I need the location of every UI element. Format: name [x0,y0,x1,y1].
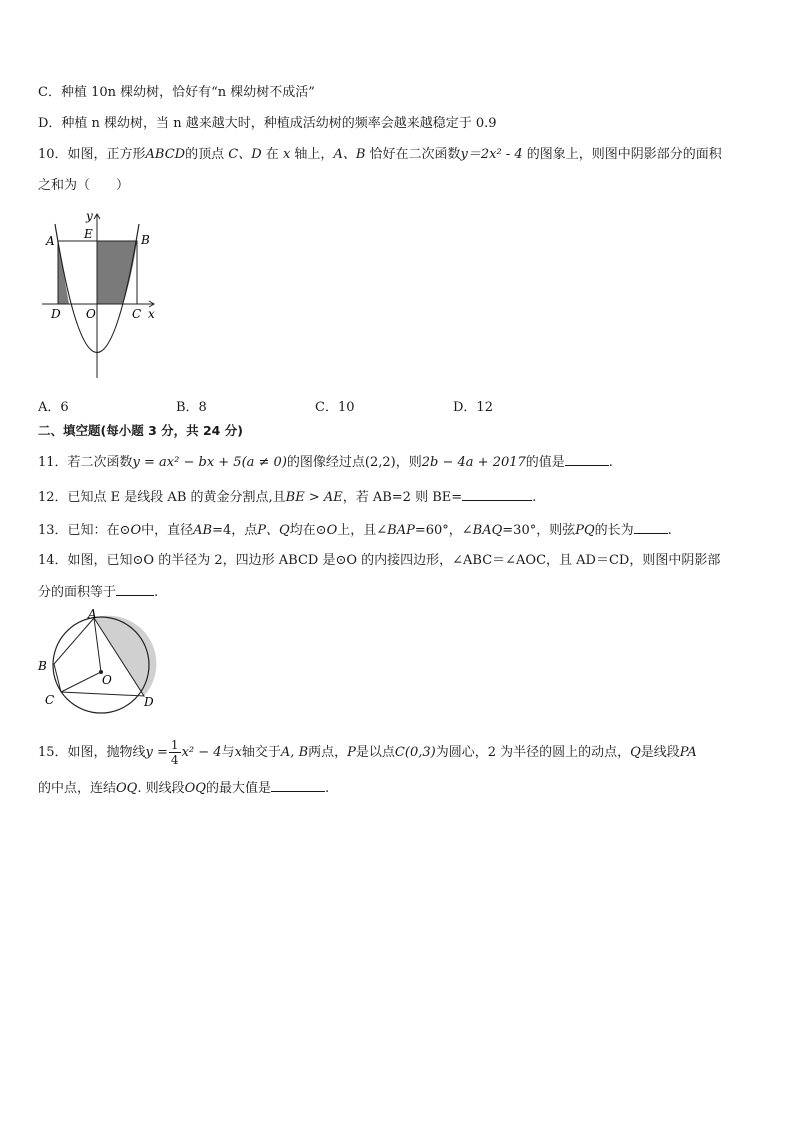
q14-label-d: D [144,695,154,709]
q14-text: 分的面积等于 [38,585,117,600]
q13-period: . [667,523,672,538]
q14-label-o: O [102,673,112,687]
q15-text: 15．如图，抛物线 [38,745,146,760]
q14-radii [61,618,101,692]
q12-answer-blank[interactable] [462,488,532,501]
q14-label-c: C [45,693,55,707]
q11-answer-blank[interactable] [565,453,609,466]
q13-circle-o: O [326,523,338,538]
question-14-line1: 14．如图，已知⊙O 的半径为 2，四边形 ABCD 是⊙O 的内接四边形，∠ABC＝∠AOC，且 AD＝CD，则图中阴影部 [38,553,721,568]
question-15-line1 [38,738,697,768]
question-10-line2: 之和为（ ） [38,178,130,193]
q15-text: 的最大值是 [205,781,271,796]
q10-x: x [282,147,291,162]
q13-text: 均在⊙ [289,523,327,538]
q15-center-c: C(0,3) [394,745,436,760]
q15-text: 的中点，连结 [38,781,117,796]
q15-text: 是线段 [640,745,680,760]
q12-text: ，若 AB=2 则 BE= [342,490,463,505]
section-title: 二、填空题(每小题 3 分，共 24 分) [38,423,243,438]
q13-text: 上，且∠ [337,523,388,538]
q10-label-o: O [86,307,96,321]
q14-answer-blank[interactable] [116,583,154,596]
q13-text: 的长为 [594,523,634,538]
q15-p: P [347,745,356,760]
q15-y: y = [145,745,168,760]
q15-numerator: 1 [170,738,179,752]
q15-denominator: 4 [170,753,179,767]
q10-label-y: y [86,209,93,223]
q15-text: 是以点 [355,745,395,760]
q15-answer-blank[interactable] [271,779,325,792]
q15-oq: OQ [184,781,206,796]
q15-x: x [234,745,242,760]
q11-expression: 2b − 4a + 2017 [421,455,526,470]
q10-text: 的图象上，则图中阴影部分的面积 [526,147,722,162]
q15-text: 两点， [308,745,348,760]
q13-angle-baq: BAQ [472,523,503,538]
q11-period: . [608,455,613,470]
q10-function: y＝2x² - 4 [460,147,523,162]
option-d-text: D．种植 n 棵幼树，当 n 越来越大时，种植成活幼树的频率会越来越稳定于 0.9 [38,116,497,131]
q10-text: 恰好在二次函数 [369,147,461,162]
q10-text: 10．如图，正方形 [38,147,146,162]
option-c-text: C．种植 10n 棵幼树，恰好有“n 棵幼树不成活” [38,85,315,100]
q14-circle-figure [36,608,160,714]
q11-text: ，则 [395,455,422,470]
q15-text: . 则线段 [137,781,185,796]
question-14-line2 [38,583,158,602]
q10-label-a: A [46,234,55,248]
q15-pa: PA [679,745,697,760]
q11-text: 11．若二次函数 [38,455,133,470]
q14-label-b: B [38,659,47,673]
q15-text: 为圆心，2 为半径的圆上的动点， [435,745,631,760]
q10-square-name: ABCD [145,147,186,162]
q13-diameter: AB [193,523,213,538]
q12-text: 12．已知点 E 是线段 AB 的黄金分割点,且 [38,490,286,505]
q12-period: . [532,490,537,505]
q13-points: P、Q [257,523,290,538]
q15-period: . [324,781,330,796]
q10-option-c: C．10 [315,400,355,415]
q10-points-ab: A、B [333,147,366,162]
q13-text: =4，点 [212,523,258,538]
q10-text: 的顶点 [185,147,225,162]
question-15-line2 [38,779,329,798]
q10-label-b: B [141,233,150,247]
q15-text: 轴交于 [241,745,281,760]
q11-text: 的图像经过点 [286,455,365,470]
q13-text: 中，直径 [141,523,194,538]
q10-label-d: D [51,307,61,321]
q10-option-a: A．6 [38,400,69,415]
q10-parabola-figure [38,206,164,382]
question-11 [38,453,613,472]
q10-text: 轴上， [294,147,334,162]
q12-inequality: BE > AE [285,490,343,505]
q13-text: 13．已知：在⊙ [38,523,131,538]
q15-function-rest: x² − 4 [181,745,222,760]
q10-shade-right [97,241,137,304]
q11-function: y = ax² − bx + 5(a ≠ 0) [132,455,287,470]
q10-option-d: D．12 [453,400,493,415]
q13-chord: PQ [575,523,595,538]
q11-text: 的值是 [525,455,565,470]
q15-points-ab: A, B [280,745,309,760]
q15-oq: OQ [116,781,138,796]
q14-period: . [154,585,159,600]
q10-text: 在 [265,147,279,162]
q10-points-cd: C、D [228,147,262,162]
q13-text: =30°，则弦 [502,523,576,538]
q10-label-x: x [148,307,155,321]
q11-point: (2,2) [364,455,396,470]
q14-label-a: A [88,608,97,621]
q15-q: Q [630,745,641,760]
q13-angle-bap: BAP [387,523,415,538]
q10-label-c: C [132,307,142,321]
q15-text: 与 [221,745,235,760]
q13-circle-o: O [130,523,142,538]
question-12 [38,488,536,507]
q10-option-b: B．8 [176,400,207,415]
q10-label-e: E [84,227,93,241]
question-13 [38,521,672,540]
q15-fraction [169,738,181,767]
q13-answer-blank[interactable] [634,521,668,534]
question-10-line1 [38,146,722,164]
q13-text: =60°，∠ [414,523,473,538]
